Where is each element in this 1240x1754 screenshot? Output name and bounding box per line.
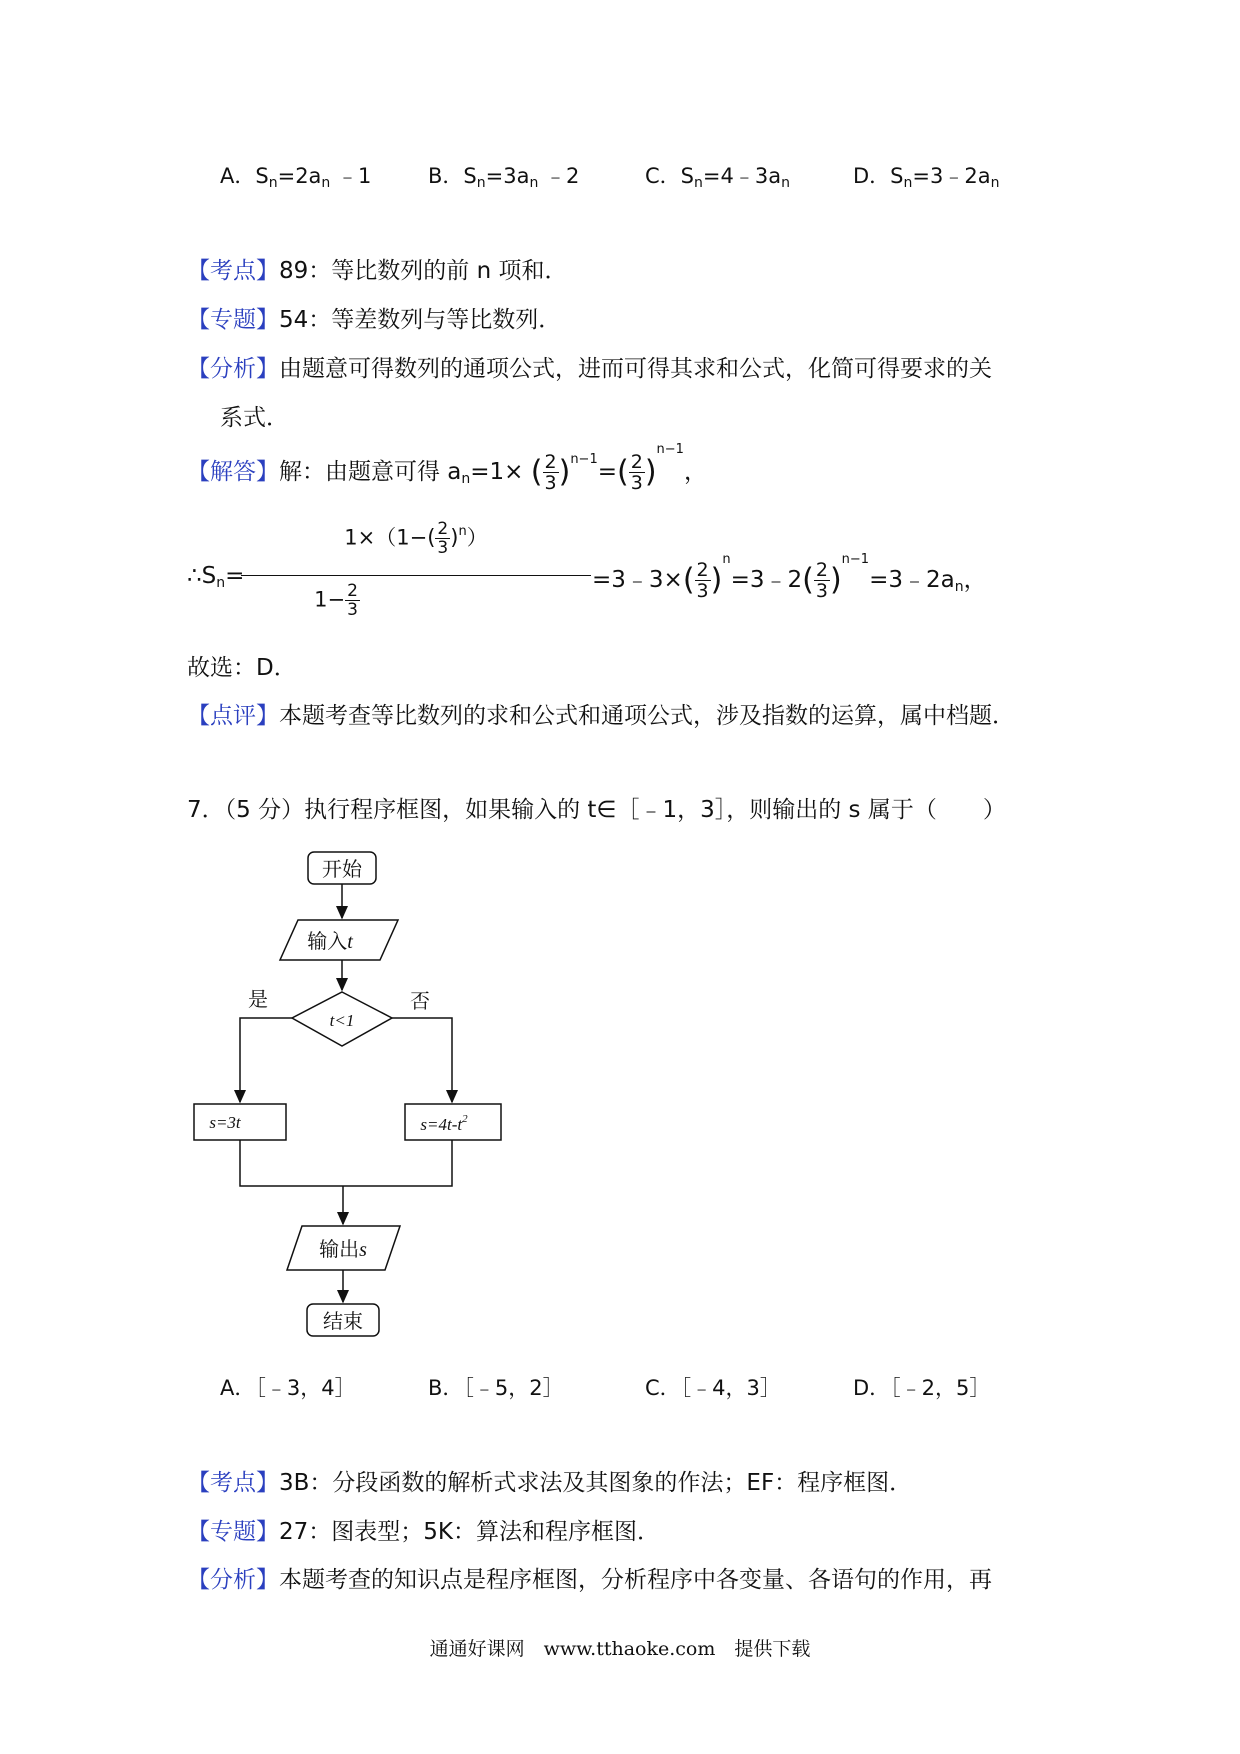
q7-kaodian: 【考点】3B：分段函数的解析式求法及其图象的作法；EF：程序框图． [187, 1470, 913, 1496]
q6-fenxi: 【分析】由题意可得数列的通项公式，进而可得其求和公式，化简可得要求的关 [187, 356, 992, 382]
q6-sum-formula: $\therefore S_n=$ 1×（1−( $\frac{2}{3}$ )$^n$） 1− $\frac{2}{3}$ =3﹣3×( $\frac{2}{3}$ )$^n$=3﹣2( $\frac{2}{3}$ )$^{n-1}=3﹣2a_n$， [187, 519, 987, 620]
q6-option-a: A．$S_n=2a_n$ ﹣1 [220, 164, 372, 191]
q7-option-a: A．［﹣3，4］ [220, 1376, 356, 1400]
flowchart [180, 840, 540, 1350]
q6-zhuanti: 【专题】54：等差数列与等比数列． [187, 307, 562, 333]
page-footer: 通通好课网 www.tthaoke.com 提供下载 [429, 1638, 811, 1660]
kaodian-tag: 【考点】 [187, 1470, 279, 1496]
q6-option-d: D．$S_n=3﹣2a_n$ [853, 164, 1000, 191]
sum-denominator: 1− $\frac{2}{3}$ [314, 581, 358, 620]
fraction: $\frac{2}{3}$ [544, 451, 557, 494]
kaodian-tag: 【考点】 [187, 258, 279, 284]
q6-kaodian: 【考点】89：等比数列的前 n 项和． [187, 258, 568, 284]
zhuanti-tag: 【专题】 [187, 307, 279, 333]
fenxi-tag: 【分析】 [187, 356, 279, 382]
q6-answer: 故选：D． [187, 655, 297, 681]
q7-option-d: D．［﹣2，5］ [853, 1376, 991, 1400]
q7-stem: 7．（5 分）执行程序框图，如果输入的 t∈［﹣1，3］，则输出的 s 属于（ ） [187, 797, 1006, 823]
sum-fraction-bar [241, 575, 591, 576]
flow-input-text: 输入t [307, 929, 353, 953]
sum-result: =3﹣3×( $\frac{2}{3}$ )$^n$=3﹣2( $\frac{2}{3}$ )$^{n-1}=3﹣2a_n$， [592, 552, 987, 602]
q6-jieda: 【解答】解：由题意可得 $a_n=1\times$ ( $\frac{2}{3}$ )$^{n-1}$=( $\frac{2}{3}$ )$^{n-1}$， [187, 442, 707, 494]
q6-option-c: C．$S_n=4﹣3a_n$ [645, 164, 790, 191]
flow-end-text: 结束 [323, 1309, 363, 1333]
q7-option-c: C．［﹣4，3］ [645, 1376, 781, 1400]
flow-yes-label: 是 [248, 987, 268, 1011]
q7-zhuanti: 【专题】27：图表型；5K：算法和程序框图． [187, 1519, 660, 1545]
flow-cond-text: t<1 [329, 1011, 355, 1030]
q6-dianping: 【点评】本题考查等比数列的求和公式和通项公式，涉及指数的运算，属中档题． [187, 703, 1015, 729]
sum-numerator: 1×（1−( $\frac{2}{3}$ )$^n$） [344, 519, 488, 558]
flow-left-text: s=3t [209, 1113, 241, 1132]
flow-start-text: 开始 [322, 857, 362, 881]
flow-right-text: $s=4t-t^2$ [420, 1113, 468, 1134]
zhuanti-tag: 【专题】 [187, 1519, 279, 1545]
q7-fenxi: 【分析】本题考查的知识点是程序框图，分析程序中各变量、各语句的作用，再 [187, 1567, 992, 1593]
jieda-tag: 【解答】 [187, 459, 279, 485]
flow-no-label: 否 [410, 989, 430, 1013]
flow-output-text: 输出s [319, 1237, 367, 1261]
fenxi-tag: 【分析】 [187, 1567, 279, 1593]
q7-option-b: B．［﹣5，2］ [428, 1376, 564, 1400]
q6-option-b: B．$S_n=3a_n$ ﹣2 [428, 164, 580, 191]
dianping-tag: 【点评】 [187, 703, 279, 729]
q6-fenxi-cont: 系式． [220, 405, 289, 431]
